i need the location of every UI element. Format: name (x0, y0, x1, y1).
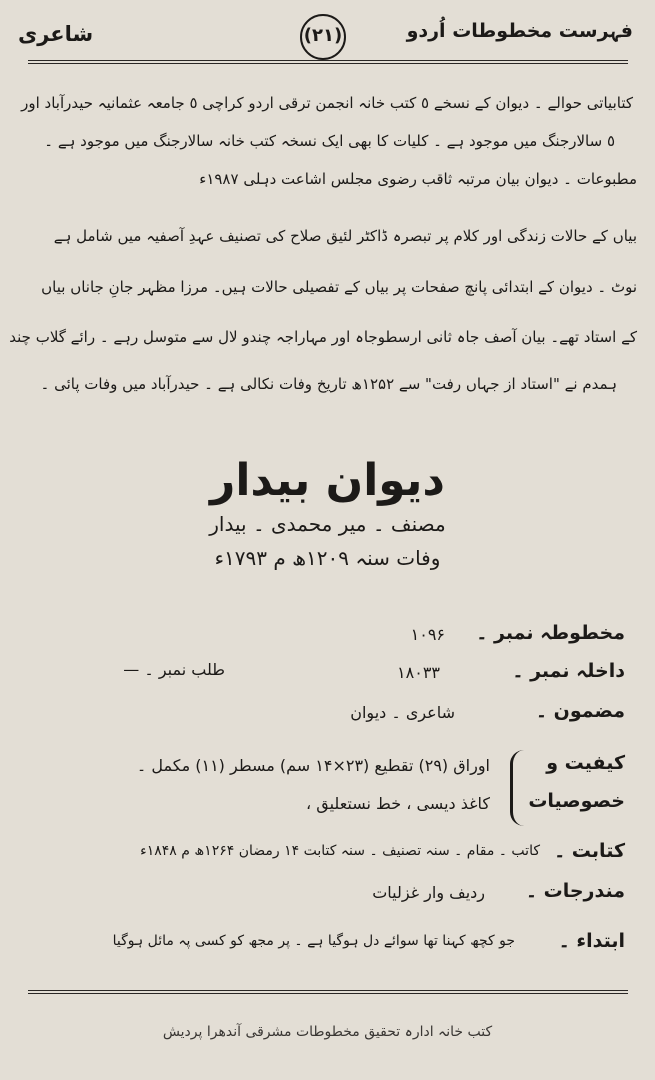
work-title: دیوان بیدار (210, 455, 445, 506)
section-title: شاعری (18, 22, 94, 46)
field-label-incipit: ابتداء ۔ (558, 930, 625, 952)
intro-line-7: ہمدم نے "استاد از جہاں رفت" سے ۱۲۵۲ھ تاریخ وفات نکالی ہے ۔ حیدرآباد میں وفات پائی ۔ (40, 375, 617, 393)
field-label-contents: مندرجات ۔ (525, 880, 625, 902)
field-label-scribe: کتابت ۔ (554, 840, 625, 862)
field-call-number: طلب نمبر ۔ — (123, 660, 225, 679)
field-label-features: خصوصیات (528, 790, 625, 812)
intro-line-1: کتابیاتی حوالے ۔ دیوان کے نسخے ٥ کتب خانہ انجمن ترقی اردو کراچی ٥ جامعہ عثمانیہ حیدرآباد اور (21, 94, 633, 112)
intro-line-2: ٥ سالارجنگ میں موجود ہے ۔ کلیات کا بھی ایک نسخہ کتب خانہ سالارجنگ میں موجود ہے ۔ (44, 132, 615, 150)
intro-line-3: مطبوعات ۔ دیوان بیان مرتبہ ثاقب رضوی مجلس اشاعت دہلی ۱۹۸۷ء (199, 170, 637, 188)
top-rule (28, 60, 628, 64)
library-footer: کتب خانہ ادارہ تحقیق مخطوطات مشرقی آندھرا پردیش (162, 1024, 493, 1040)
death-date: وفات سنہ ۱۲۰۹ھ م ۱۷۹۳ء (214, 546, 441, 570)
field-value-subject: شاعری ۔ دیوان (350, 703, 455, 722)
field-label-subject: مضمون ۔ (535, 700, 625, 722)
intro-line-4: بیاں کے حالات زندگی اور کلام پر تبصرہ ڈاکٹر لئیق صلاح کی تصنیف عہدِ آصفیہ میں شامل ہے (53, 227, 637, 245)
field-value-features: کاغذ دیسی ، خط نستعلیق ، (305, 794, 490, 813)
field-value-contents: ردیف وار غزلیات (372, 883, 485, 902)
field-value-condition: اوراق (۲۹) تقطیع (۲۳×۱۴ سم) مسطر (۱۱) مکمل ۔ (136, 756, 490, 775)
field-label-manuscript-no: مخطوطہ نمبر ۔ (476, 622, 625, 644)
field-value-manuscript-no: ۱۰۹۶ (410, 625, 445, 644)
author-line: مصنف ۔ میر محمدی ۔ بیدار (209, 512, 446, 536)
page-number: (۲۱) (300, 14, 346, 60)
grouping-brace (510, 750, 529, 826)
intro-line-6: کے استاد تھے۔ بیان آصف جاہ ثانی ارسطوجاہ اور مہاراجہ چندو لال سے متوسل رہے ۔ رائے گلاب چند (9, 328, 637, 346)
catalog-title: فہرست مخطوطات اُردو (406, 20, 633, 42)
bottom-rule (28, 990, 628, 994)
field-label-accession-no: داخلہ نمبر ۔ (512, 660, 625, 682)
intro-line-5: نوٹ ۔ دیوان کے ابتدائی پانچ صفحات پر بیاں کے تفصیلی حالات ہیں۔ مرزا مظہر جانِ جاناں بیاں (41, 278, 637, 296)
field-value-incipit: جو کچھ کہنا تھا سوائے دل ہوگیا ہے ۔ پر مجھ کو کسی پہ مائل ہوگیا (112, 933, 515, 949)
field-label-condition: کیفیت و (546, 752, 625, 774)
field-value-accession-no: ۱۸۰۳۳ (397, 663, 440, 682)
field-value-scribe: کاتب ۔ مقام ۔ سنہ تصنیف ۔ سنہ کتابت ۱۴ رمضان ۱۲۶۴ھ م ۱۸۴۸ء (140, 843, 540, 859)
